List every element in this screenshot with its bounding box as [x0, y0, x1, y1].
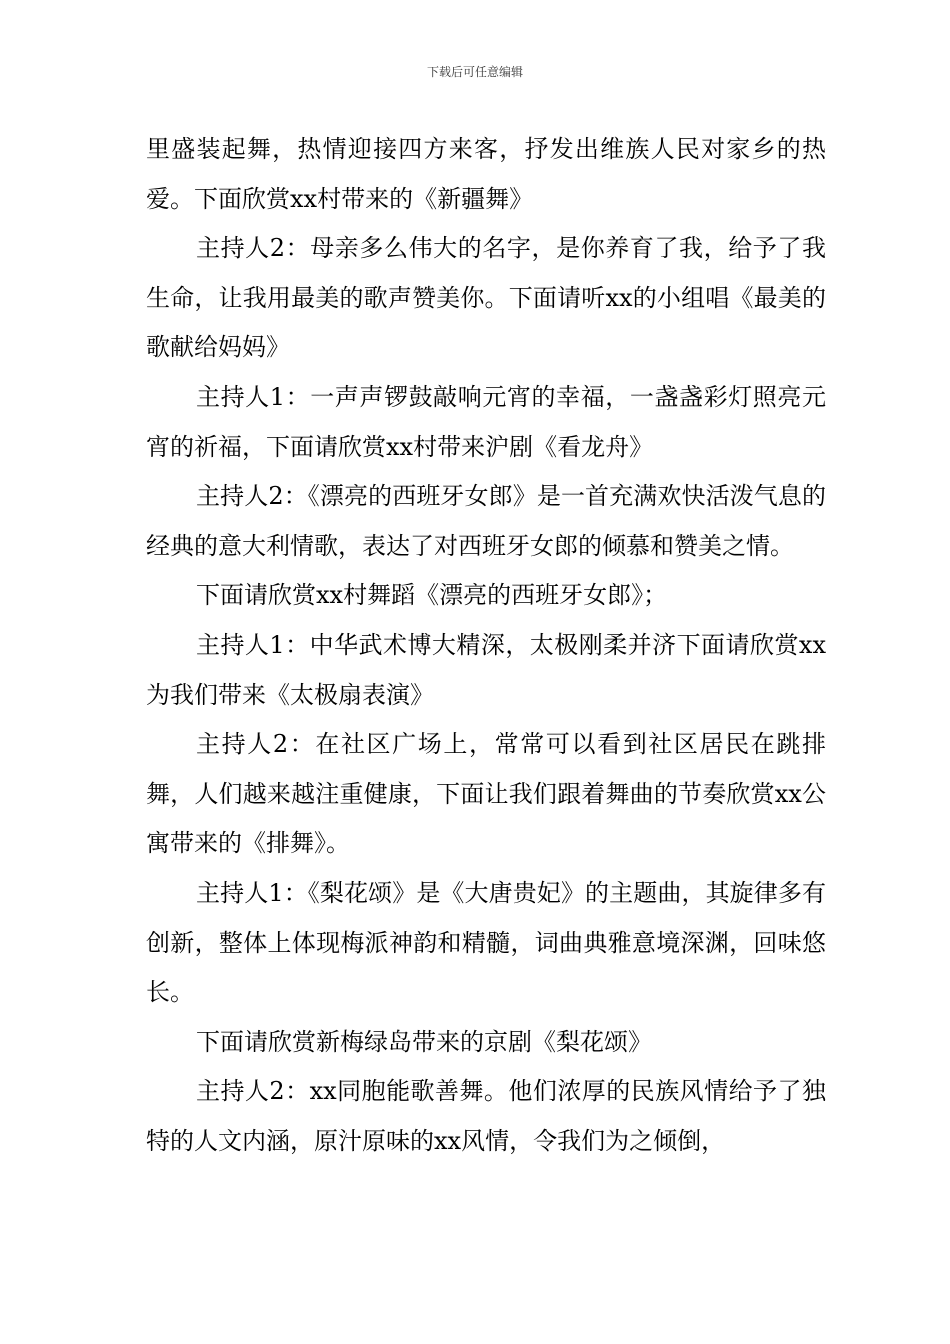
paragraph-3: 主持人1：一声声锣鼓敲响元宵的幸福，一盏盏彩灯照亮元宵的祈福，下面请欣赏xx村带来沪剧《看龙舟》 [146, 382, 826, 461]
paragraph-2: 主持人2：母亲多么伟大的名字，是你养育了我，给予了我生命，让我用最美的歌声赞美你。下面请听xx的小组唱《最美的歌献给妈妈》 [146, 234, 826, 362]
paragraph-4: 主持人2：《漂亮的西班牙女郎》是一首充满欢快活泼气息的经典的意大利情歌，表达了对西班牙女郎的倾慕和赞美之情。 [146, 482, 826, 560]
paragraph-8: 主持人1：《梨花颂》是《大唐贵妃》的主题曲，其旋律多有创新，整体上体现梅派神韵和精髓，词曲典雅意境深渊，回味悠长。 [146, 878, 826, 1007]
document-body [146, 125, 826, 1166]
paragraph-6: 主持人1：中华武术博大精深，太极刚柔并济下面请欣赏xx为我们带来《太极扇表演》 [146, 630, 826, 709]
paragraph-9: 下面请欣赏新梅绿岛带来的京剧《梨花颂》 [196, 1027, 652, 1056]
paragraph-1: 里盛装起舞，热情迎接四方来客，抒发出维族人民对家乡的热爱。下面欣赏xx村带来的《新疆舞》 [146, 135, 826, 213]
paragraph-5: 下面请欣赏xx村舞蹈《漂亮的西班牙女郎》； [196, 581, 668, 610]
page-header: 下载后可任意编辑 [426, 65, 523, 79]
paragraph-7: 主持人2：在社区广场上，常常可以看到社区居民在跳排舞，人们越来越注重健康，下面让我们跟着舞曲的节奏欣赏xx公寓带来的《排舞》。 [146, 730, 826, 858]
paragraph-10: 主持人2：xx同胞能歌善舞。他们浓厚的民族风情给予了独特的人文内涵，原汁原味的xx风情，令我们为之倾倒， [146, 1077, 826, 1155]
